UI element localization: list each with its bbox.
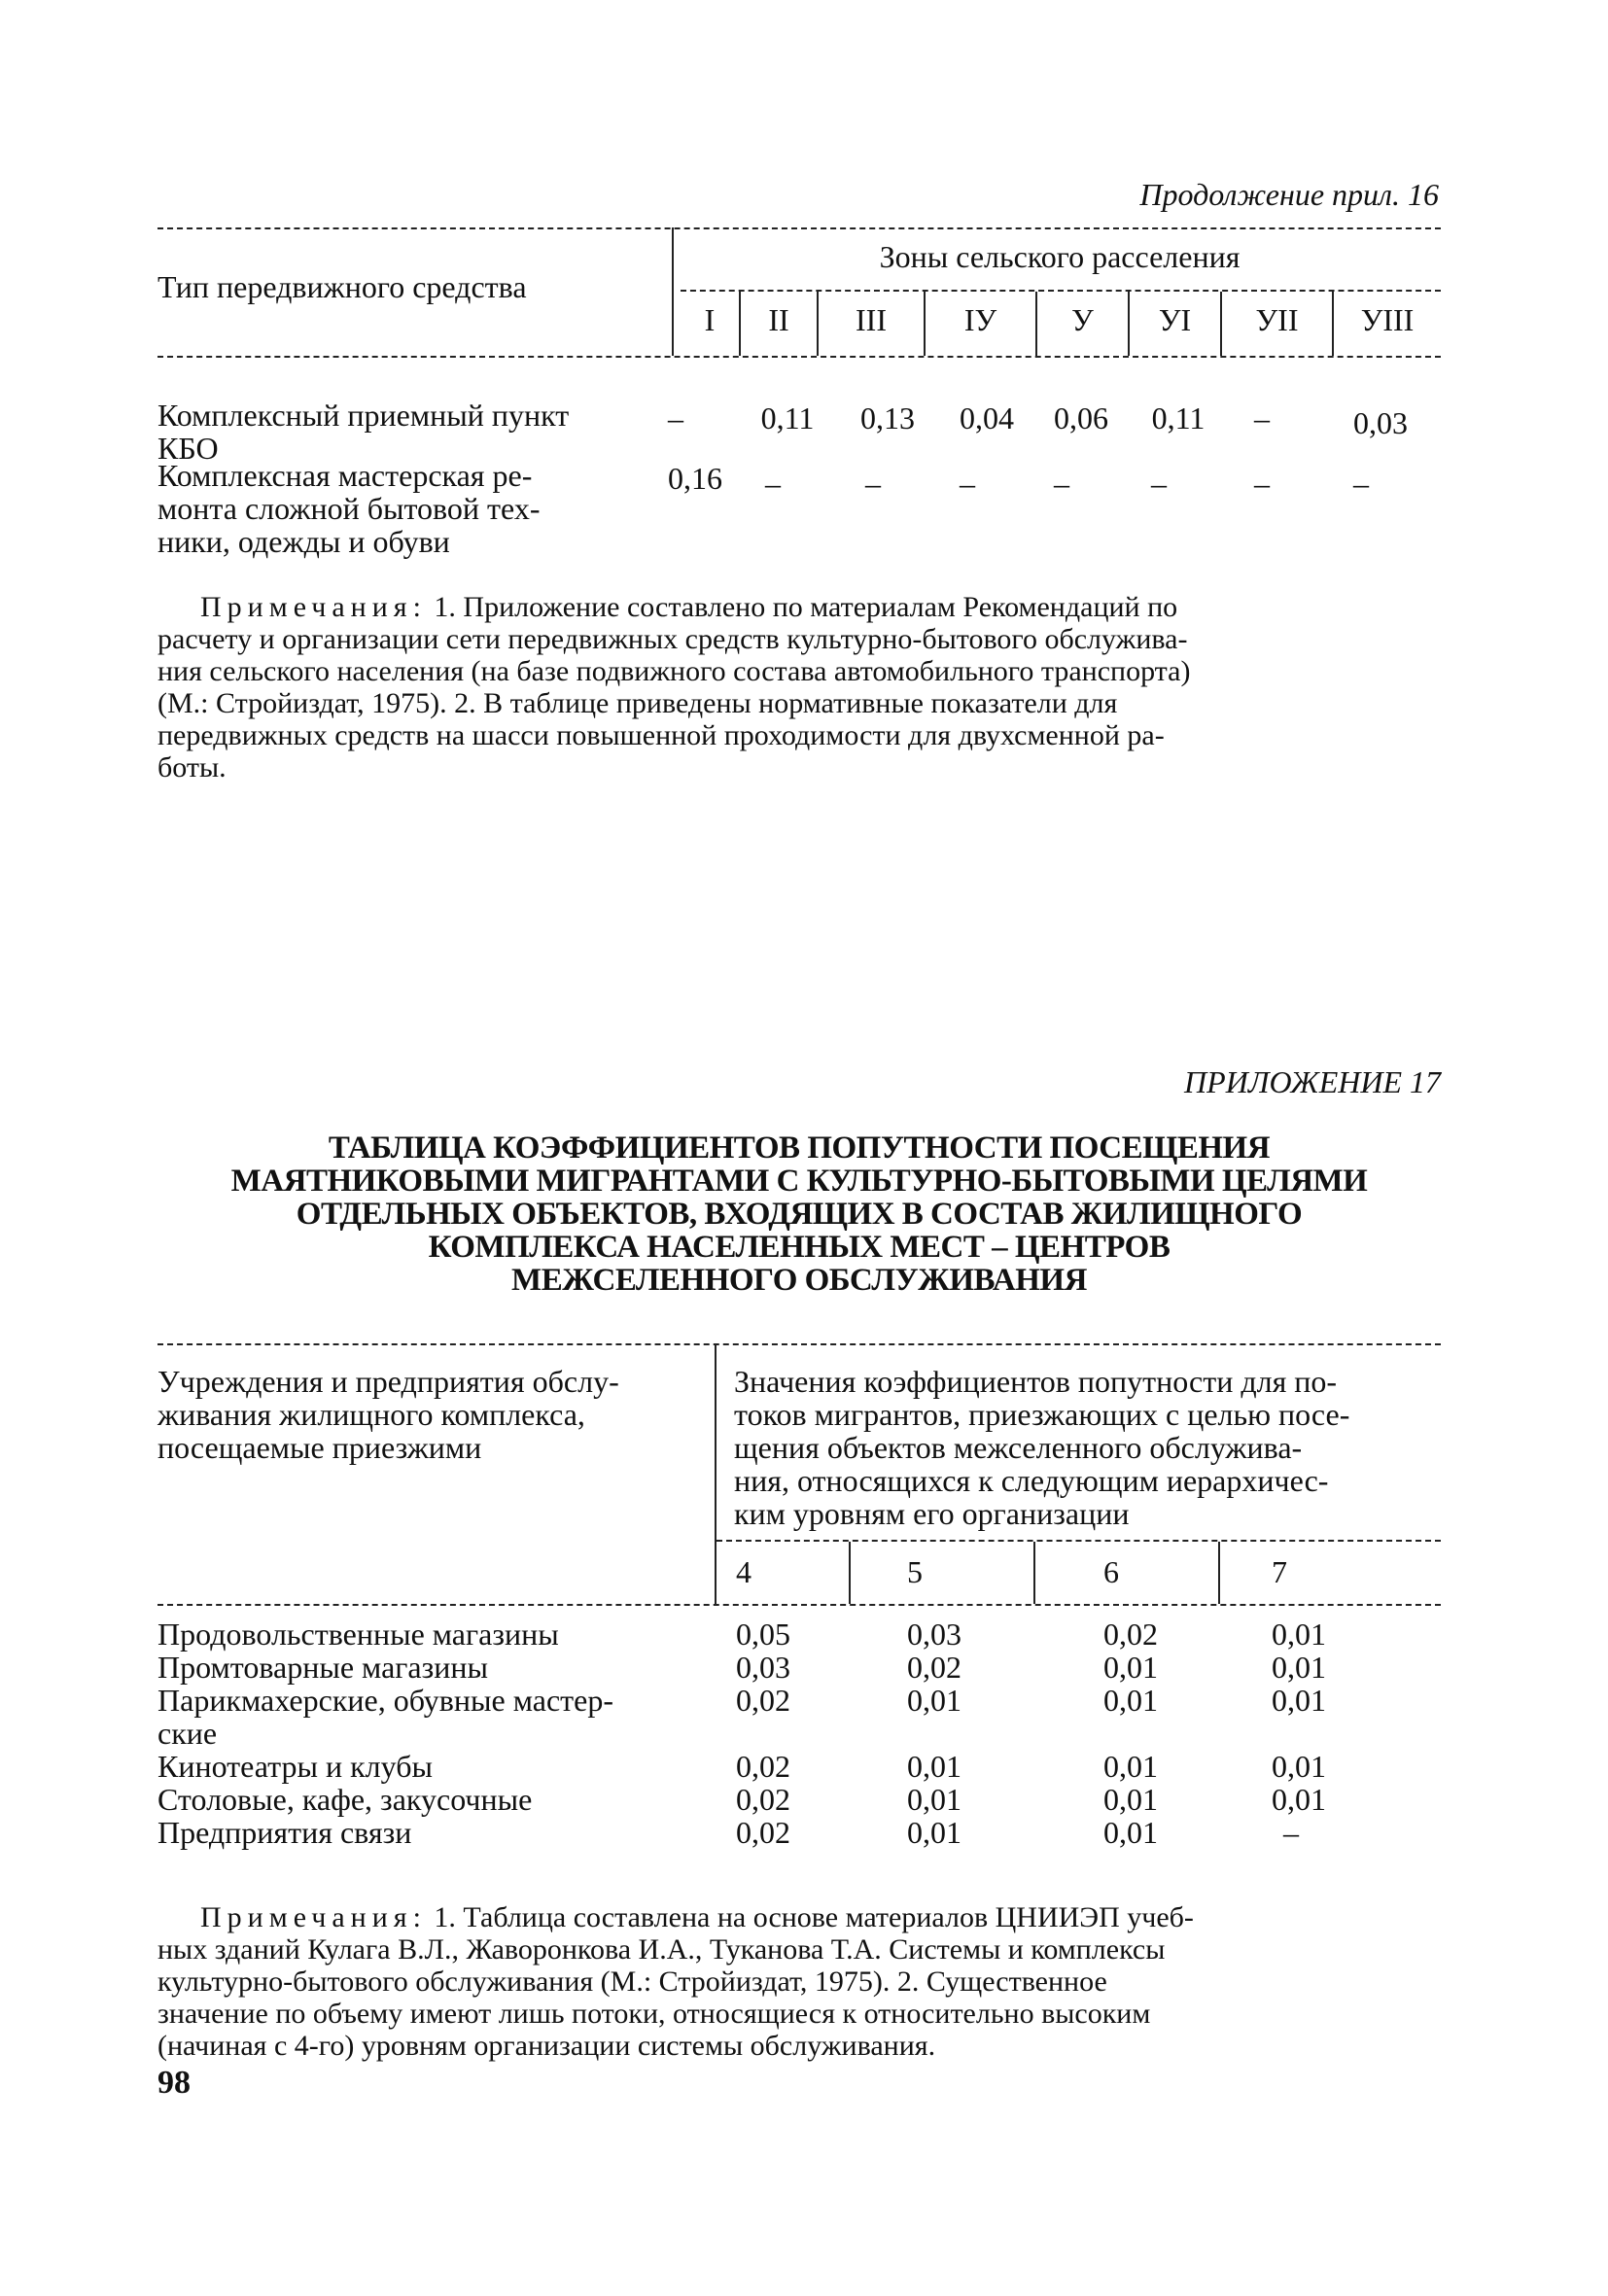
table2-notes: Примечания: 1. Таблица составлена на основе материалов ЦНИИЭП учеб- ных зданий Кулага В.Л., Жаворонкова И.А., Туканова Т.А. Системы и комплексы культурно-бытового обслуживания (М.: Стройиздат, 1975). 2. Существенное значение по объему имеют лишь потоки, относящиеся к относительно высоким (начиная с 4-го) уровням организации системы обслуживания. — [157, 1901, 1194, 2062]
table-cell: 0,01 — [907, 1683, 961, 1718]
table-cell: 0,16 — [668, 461, 722, 496]
appendix-label: ПРИЛОЖЕНИЕ 17 — [1184, 1064, 1441, 1099]
level-header: 5 — [907, 1554, 923, 1589]
table2-levels-rule — [717, 1540, 1441, 1542]
table-cell: 0,01 — [907, 1749, 961, 1784]
table-cell: 0,02 — [736, 1815, 790, 1850]
table-row-name: Промтоварные магазины — [157, 1650, 488, 1685]
zone-header: У — [1071, 302, 1094, 337]
table-cell: 0,03 — [736, 1650, 790, 1685]
table-cell: 0,06 — [1054, 400, 1108, 435]
table-cell: 0,03 — [907, 1617, 961, 1652]
table-row-name: Комплексный приемный пункт КБО — [157, 398, 570, 466]
table-cell: 0,01 — [1272, 1749, 1326, 1784]
table-cell: 0,02 — [1103, 1617, 1158, 1652]
table2-col-4 — [736, 1618, 843, 1849]
table-cell: 0,01 — [1103, 1782, 1158, 1817]
level-divider — [1218, 1542, 1220, 1604]
table1-header-divider — [672, 227, 674, 356]
table-cell: – — [1353, 466, 1369, 501]
table2-left-header: Учреждения и предприятия обслу- живания жилищного комплекса, посещаемые приезжими — [157, 1364, 619, 1465]
zone-header: IУ — [963, 302, 997, 337]
table-cell: – — [1254, 466, 1270, 501]
table-cell: – — [1151, 466, 1167, 501]
table2-header-divider — [715, 1343, 717, 1604]
continuation-caption: Продолжение прил. 16 — [1139, 177, 1439, 212]
zone-header: УI — [1158, 302, 1192, 337]
zone-header: УII — [1255, 302, 1299, 337]
table-cell: 0,01 — [1103, 1683, 1158, 1718]
table-cell: 0,02 — [736, 1683, 790, 1718]
table2-header-bottom-rule — [157, 1604, 1441, 1606]
table-cell: 0,02 — [907, 1650, 961, 1685]
table-cell: 0,11 — [760, 400, 815, 435]
table1-zones-header: Зоны сельского расселения — [879, 239, 1241, 274]
table-row-name: Парикмахерские, обувные мастер- — [157, 1683, 613, 1718]
table-cell: 0,01 — [1272, 1782, 1326, 1817]
table-row-name: Столовые, кафе, закусочные — [157, 1782, 533, 1817]
table1-type-header: Тип передвижного средства — [157, 269, 527, 304]
table-cell: 0,02 — [736, 1749, 790, 1784]
table-cell: 0,01 — [907, 1782, 961, 1817]
table-row-name: Предприятия связи — [157, 1815, 412, 1850]
table-cell: 0,01 — [1272, 1617, 1326, 1652]
table-cell: – — [1054, 466, 1069, 501]
table-cell: 0,01 — [1272, 1650, 1326, 1685]
table-cell: 0,01 — [1103, 1650, 1158, 1685]
table1-header-bottom-rule — [157, 356, 1441, 358]
zone-header: II — [768, 302, 789, 337]
table2-right-header: Значения коэффициентов попутности для по- токов мигрантов, приезжающих с целью посе- щения объектов межселенного обслужива- ния, относящихся к следующим иерархичес- ким уровням его организации — [734, 1364, 1350, 1531]
table-row-name: Кинотеатры и клубы — [157, 1749, 433, 1784]
table2-row-names: Продовольственные магазины Промтоварные магазины Парикмахерские, обувные мастер- ские Кинотеатры и клубы Столовые, кафе, закусочные Предприятия связи — [157, 1618, 702, 1849]
table-cell: – — [865, 466, 881, 501]
table-row-name: Продовольственные магазины — [157, 1617, 559, 1652]
level-header: 7 — [1272, 1554, 1287, 1589]
table-cell: 0,05 — [736, 1617, 790, 1652]
level-divider — [1033, 1542, 1035, 1604]
zone-header: I — [704, 302, 716, 337]
table-cell: 0,03 — [1353, 405, 1408, 440]
table-cell: 0,01 — [1272, 1683, 1326, 1718]
table-cell: 0,02 — [736, 1782, 790, 1817]
table-cell: – — [668, 400, 683, 435]
zone-header: III — [856, 302, 887, 337]
table-cell: 0,11 — [1151, 400, 1206, 435]
table1-notes: Примечания: 1. Приложение составлено по материалам Рекомендаций по расчету и организации сети передвижных средств культурно-бытового обслужива- ния сельского населения (на базе подвижного состава автомобильного транспорта) (М.: Стройиздат, 1975). 2. В таблице приведены нормативные показатели для передвижных средств на шасси повышенной проходимости для двухсменной ра- боты. — [157, 591, 1191, 783]
table-row-name: Комплексная мастерская ре- монта сложной бытовой тех- ники, одежды и обуви — [157, 458, 541, 559]
table-cell: – — [1283, 1815, 1299, 1850]
table-cell: – — [765, 466, 781, 501]
appendix-title: ТАБЛИЦА КОЭФФИЦИЕНТОВ ПОПУТНОСТИ ПОСЕЩЕНИЯ МАЯТНИКОВЫМИ МИГРАНТАМИ С КУЛЬТУРНО-БЫТОВЫМИ ЦЕЛЯМИ ОТДЕЛЬНЫХ ОБЪЕКТОВ, ВХОДЯЩИХ В СОСТАВ ЖИЛИЩНОГО КОМПЛЕКСА НАСЕЛЕННЫХ МЕСТ – ЦЕНТРОВ МЕЖСЕЛЕННОГО ОБСЛУЖИВАНИЯ — [230, 1131, 1368, 1298]
table1-zones-rule — [681, 290, 1441, 292]
level-header: 4 — [736, 1554, 752, 1589]
page-number: 98 — [157, 2065, 191, 2101]
table-cell: 0,04 — [960, 400, 1014, 435]
zone-header: УIII — [1360, 302, 1415, 337]
level-header: 6 — [1103, 1554, 1119, 1589]
table-cell: – — [960, 466, 975, 501]
table-cell: 0,01 — [1103, 1815, 1158, 1850]
table-cell: 0,13 — [860, 400, 915, 435]
level-divider — [849, 1542, 851, 1604]
table-cell: 0,01 — [1103, 1749, 1158, 1784]
table2-top-rule — [157, 1343, 1441, 1345]
table2-col-6 — [1103, 1618, 1210, 1849]
table-cell: 0,01 — [907, 1815, 961, 1850]
table2-col-5 — [907, 1618, 1014, 1849]
table-cell: – — [1254, 400, 1270, 435]
table2-col-7 — [1272, 1618, 1379, 1849]
table1-top-rule — [157, 227, 1441, 229]
